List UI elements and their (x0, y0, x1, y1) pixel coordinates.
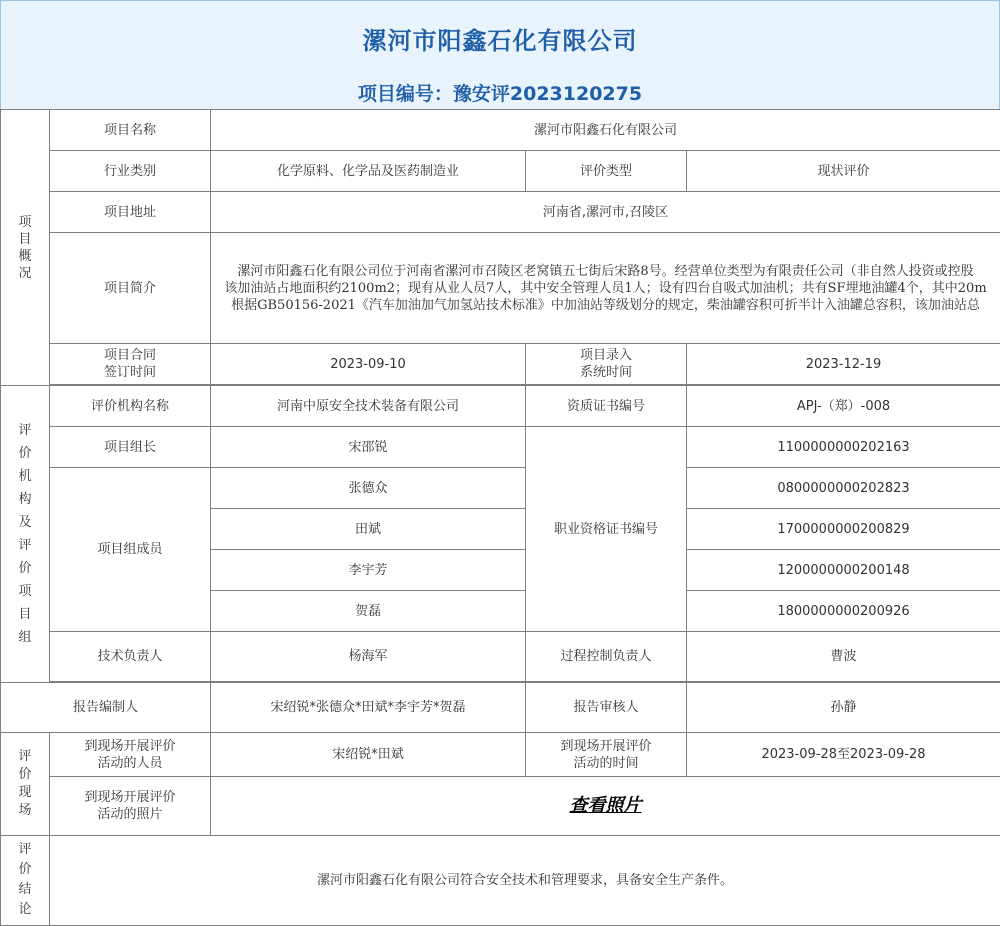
overview-side-label: 项 目 概 况 (1, 110, 50, 386)
member-name: 田斌 (211, 509, 526, 550)
site-time-value: 2023-09-28至2023-09-28 (687, 733, 1000, 777)
intro-line: 根据GB50156-2021《汽车加油加气加氢站技术标准》中加油站等级划分的规定，柴油罐容积可折半计入油罐总容积，该加油站总 (211, 297, 1000, 314)
entry-date-value: 2023-12-19 (687, 344, 1000, 385)
project-name-label: 项目名称 (50, 110, 211, 151)
intro-line: 该加油站占地面积约2100m2；现有从业人员7人，其中安全管理人员1人；设有四台自吸式加油机；共有SF埋地油罐4个，其中20m (211, 280, 1000, 297)
agency-side-label: 评 价 机 构 及 评 价 项 目 组 (1, 386, 50, 683)
report-reviewer-value: 孙静 (687, 683, 1000, 733)
company-title: 漯河市阳鑫石化有限公司 (1, 21, 999, 56)
tech-lead-value: 杨海军 (211, 632, 526, 682)
intro-label: 项目简介 (50, 233, 211, 344)
intro-text (211, 233, 1000, 344)
report-author-label: 报告编制人 (1, 683, 211, 733)
page-header (0, 0, 1000, 109)
process-lead-label: 过程控制负责人 (526, 632, 687, 682)
member-name: 李宇芳 (211, 550, 526, 591)
qualification-label: 职业资格证书编号 (526, 427, 687, 632)
entry-date-label: 项目录入 系统时间 (526, 344, 687, 385)
leader-label: 项目组长 (50, 427, 211, 468)
report-reviewer-label: 报告审核人 (526, 683, 687, 733)
org-name-value: 河南中原安全技术装备有限公司 (211, 386, 526, 427)
process-lead-value: 曹波 (687, 632, 1000, 682)
intro-line: 漯河市阳鑫石化有限公司位于河南省漯河市召陵区老窝镇五七街后宋路8号。经营单位类型为有限责任公司（非自然人投资或控股 (211, 263, 1000, 280)
members-label: 项目组成员 (50, 468, 211, 632)
qualification-cert: 1800000000200926 (687, 591, 1000, 632)
site-side-label: 评 价 现 场 (1, 733, 50, 836)
qualification-cert: 1100000000202163 (687, 427, 1000, 468)
view-photos-link[interactable]: 查看照片 (570, 795, 642, 816)
address-label: 项目地址 (50, 192, 211, 233)
org-name-label: 评价机构名称 (50, 386, 211, 427)
site-people-value: 宋绍锐*田斌 (211, 733, 526, 777)
project-number: 项目编号：豫安评2023120275 (1, 79, 999, 106)
tech-lead-label: 技术负责人 (50, 632, 211, 682)
address-value: 河南省,漯河市,召陵区 (211, 192, 1000, 233)
qualification-cert: 1200000000200148 (687, 550, 1000, 591)
eval-type-label: 评价类型 (526, 151, 687, 192)
contract-date-value: 2023-09-10 (211, 344, 526, 385)
cert-no-label: 资质证书编号 (526, 386, 687, 427)
member-name: 贺磊 (211, 591, 526, 632)
industry-value: 化学原料、化学品及医药制造业 (211, 151, 526, 192)
contract-date-label: 项目合同 签订时间 (50, 344, 211, 385)
conclusion-text: 漯河市阳鑫石化有限公司符合安全技术和管理要求，具备安全生产条件。 (50, 836, 1000, 926)
leader-name: 宋邵锐 (211, 427, 526, 468)
cert-no-value: APJ-（郑）-008 (687, 386, 1000, 427)
qualification-cert: 0800000000202823 (687, 468, 1000, 509)
site-time-label: 到现场开展评价 活动的时间 (526, 733, 687, 777)
site-photo-label: 到现场开展评价 活动的照片 (50, 777, 211, 836)
conclusion-side-label: 评 价 结 论 (1, 836, 50, 926)
eval-type-value: 现状评价 (687, 151, 1000, 192)
project-name-value: 漯河市阳鑫石化有限公司 (211, 110, 1000, 151)
industry-label: 行业类别 (50, 151, 211, 192)
qualification-cert: 1700000000200829 (687, 509, 1000, 550)
project-info-table (0, 109, 1000, 926)
report-author-value: 宋绍锐*张德众*田斌*李宇芳*贺磊 (211, 683, 526, 733)
site-photo-cell (211, 777, 1000, 836)
site-people-label: 到现场开展评价 活动的人员 (50, 733, 211, 777)
member-name: 张德众 (211, 468, 526, 509)
